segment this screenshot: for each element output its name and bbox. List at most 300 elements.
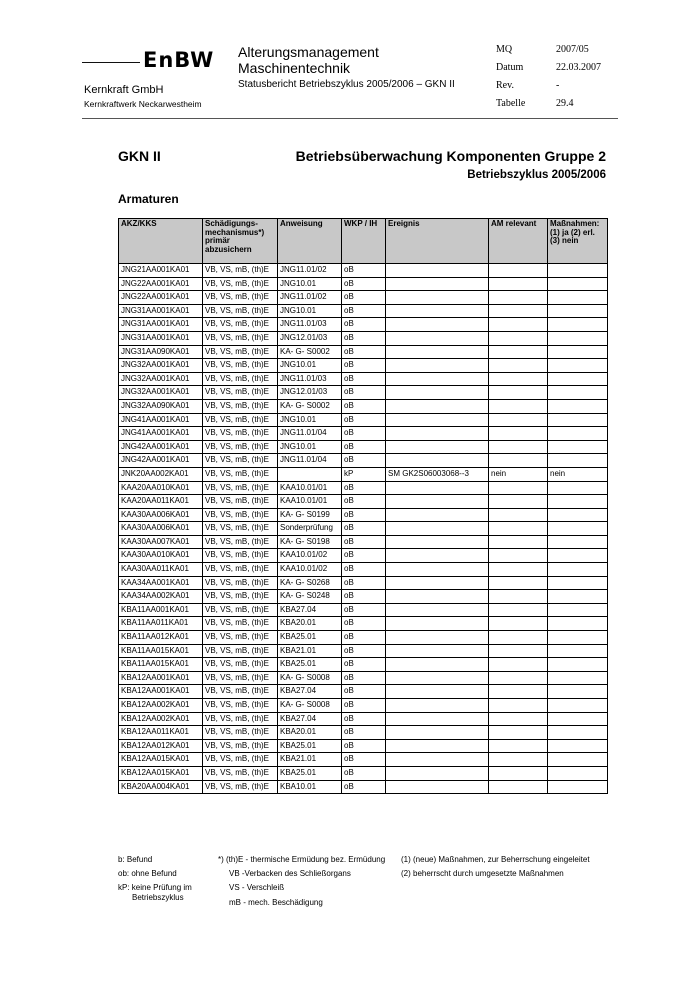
table-row <box>119 495 608 509</box>
cell-wkp: oB <box>342 739 386 753</box>
cell-schaedigung: VB, VS, mB, (th)E <box>203 603 278 617</box>
cell-anweisung: KBA25.01 <box>278 766 342 780</box>
cell-massnahmen <box>548 372 608 386</box>
cell-wkp: kP <box>342 467 386 481</box>
cell-ereignis <box>386 386 489 400</box>
cell-schaedigung: VB, VS, mB, (th)E <box>203 413 278 427</box>
cell-am-relevant <box>489 617 548 631</box>
cell-ereignis <box>386 739 489 753</box>
cell-ereignis <box>386 440 489 454</box>
cell-ereignis <box>386 495 489 509</box>
cell-anweisung: JNG10.01 <box>278 277 342 291</box>
cell-akz: JNG31AA001KA01 <box>119 318 203 332</box>
cell-anweisung: KA- G- S0008 <box>278 699 342 713</box>
legend-thermische-ermuedung: *) (th)E - thermische Ermüdung bez. Ermüdung <box>218 855 386 864</box>
cell-massnahmen <box>548 508 608 522</box>
cell-schaedigung: VB, VS, mB, (th)E <box>203 264 278 278</box>
table-row <box>119 508 608 522</box>
legend-befund: b: Befund <box>118 855 153 864</box>
cell-akz: JNG41AA001KA01 <box>119 413 203 427</box>
meta-label-datum: Datum <box>496 62 524 73</box>
cell-anweisung: KBA25.01 <box>278 631 342 645</box>
cell-wkp: oB <box>342 427 386 441</box>
company-name: Kernkraft GmbH <box>84 84 164 96</box>
cell-akz: KAA30AA010KA01 <box>119 549 203 563</box>
unit-label: GKN II <box>118 148 161 164</box>
meta-value-mq: 2007/05 <box>556 44 589 55</box>
cell-massnahmen <box>548 780 608 794</box>
cell-ereignis <box>386 454 489 468</box>
cell-ereignis <box>386 563 489 577</box>
table-row <box>119 753 608 767</box>
table-row <box>119 522 608 536</box>
cell-wkp: oB <box>342 264 386 278</box>
cell-anweisung: KBA20.01 <box>278 617 342 631</box>
cell-akz: KBA11AA001KA01 <box>119 603 203 617</box>
cell-massnahmen <box>548 413 608 427</box>
cell-akz: KBA12AA002KA01 <box>119 699 203 713</box>
cell-massnahmen <box>548 699 608 713</box>
legend-mech-beschaedigung: mB - mech. Beschädigung <box>229 898 323 907</box>
table-row <box>119 467 608 481</box>
cell-massnahmen <box>548 495 608 509</box>
cell-akz: JNG21AA001KA01 <box>119 264 203 278</box>
cell-massnahmen <box>548 603 608 617</box>
cell-schaedigung: VB, VS, mB, (th)E <box>203 563 278 577</box>
cell-akz: JNK20AA002KA01 <box>119 467 203 481</box>
cell-wkp: oB <box>342 726 386 740</box>
table-row <box>119 658 608 672</box>
cell-wkp: oB <box>342 658 386 672</box>
table-row <box>119 563 608 577</box>
cell-schaedigung: VB, VS, mB, (th)E <box>203 658 278 672</box>
cell-schaedigung: VB, VS, mB, (th)E <box>203 590 278 604</box>
cell-am-relevant <box>489 508 548 522</box>
cell-am-relevant <box>489 331 548 345</box>
cell-akz: JNG32AA001KA01 <box>119 372 203 386</box>
doc-title-line2: Maschinentechnik <box>238 60 351 76</box>
table-row <box>119 304 608 318</box>
cell-akz: JNG32AA001KA01 <box>119 386 203 400</box>
cell-schaedigung: VB, VS, mB, (th)E <box>203 699 278 713</box>
cell-akz: KBA11AA015KA01 <box>119 644 203 658</box>
cell-am-relevant <box>489 440 548 454</box>
cell-wkp: oB <box>342 780 386 794</box>
cell-anweisung: KBA20.01 <box>278 726 342 740</box>
cell-ereignis <box>386 304 489 318</box>
cell-anweisung: KA- G- S0248 <box>278 590 342 604</box>
cell-schaedigung: VB, VS, mB, (th)E <box>203 386 278 400</box>
cell-akz: JNG32AA001KA01 <box>119 359 203 373</box>
table-row <box>119 345 608 359</box>
cell-wkp: oB <box>342 359 386 373</box>
cell-schaedigung: VB, VS, mB, (th)E <box>203 644 278 658</box>
cell-akz: KBA12AA015KA01 <box>119 753 203 767</box>
cell-schaedigung: VB, VS, mB, (th)E <box>203 467 278 481</box>
cell-akz: KAA34AA002KA01 <box>119 590 203 604</box>
cell-massnahmen <box>548 427 608 441</box>
cell-schaedigung: VB, VS, mB, (th)E <box>203 739 278 753</box>
cell-massnahmen <box>548 291 608 305</box>
cell-am-relevant <box>489 576 548 590</box>
cell-wkp: oB <box>342 440 386 454</box>
cell-akz: JNG22AA001KA01 <box>119 277 203 291</box>
cell-ereignis <box>386 359 489 373</box>
cell-massnahmen <box>548 590 608 604</box>
table-row <box>119 603 608 617</box>
cell-ereignis <box>386 345 489 359</box>
cell-massnahmen <box>548 277 608 291</box>
cell-wkp: oB <box>342 631 386 645</box>
legend-massnahme-2: (2) beherrscht durch umgesetzte Maßnahmen <box>401 869 564 878</box>
cell-wkp: oB <box>342 617 386 631</box>
cell-anweisung: Sonderprüfung <box>278 522 342 536</box>
cell-massnahmen <box>548 753 608 767</box>
cell-wkp: oB <box>342 563 386 577</box>
table-row <box>119 413 608 427</box>
cell-schaedigung: VB, VS, mB, (th)E <box>203 495 278 509</box>
cell-wkp: oB <box>342 277 386 291</box>
cell-am-relevant <box>489 386 548 400</box>
cell-am-relevant <box>489 712 548 726</box>
cell-schaedigung: VB, VS, mB, (th)E <box>203 712 278 726</box>
cell-wkp: oB <box>342 372 386 386</box>
cell-wkp: oB <box>342 549 386 563</box>
table-row <box>119 535 608 549</box>
table-body <box>119 264 608 794</box>
cell-wkp: oB <box>342 508 386 522</box>
cell-massnahmen <box>548 481 608 495</box>
cell-akz: JNG42AA001KA01 <box>119 454 203 468</box>
cell-akz: KBA11AA015KA01 <box>119 658 203 672</box>
cell-ereignis <box>386 671 489 685</box>
cell-ereignis: SM GK2S06003068--3 <box>386 467 489 481</box>
cell-schaedigung: VB, VS, mB, (th)E <box>203 427 278 441</box>
cell-am-relevant <box>489 780 548 794</box>
cell-akz: KBA12AA001KA01 <box>119 671 203 685</box>
legend-keine-pruefung: kP: keine Prüfung im <box>118 883 192 892</box>
cell-am-relevant <box>489 522 548 536</box>
cell-ereignis <box>386 522 489 536</box>
cell-massnahmen <box>548 576 608 590</box>
table-row <box>119 699 608 713</box>
cell-anweisung: KAA10.01/01 <box>278 495 342 509</box>
cell-am-relevant <box>489 399 548 413</box>
cell-ereignis <box>386 712 489 726</box>
meta-label-rev: Rev. <box>496 80 514 91</box>
cell-am-relevant <box>489 726 548 740</box>
cell-ereignis <box>386 508 489 522</box>
cell-massnahmen <box>548 399 608 413</box>
cell-ereignis <box>386 780 489 794</box>
cell-massnahmen <box>548 440 608 454</box>
cell-ereignis <box>386 603 489 617</box>
cell-wkp: oB <box>342 386 386 400</box>
cell-anweisung: KBA25.01 <box>278 658 342 672</box>
cell-anweisung: KA- G- S0268 <box>278 576 342 590</box>
cell-wkp: oB <box>342 576 386 590</box>
cell-schaedigung: VB, VS, mB, (th)E <box>203 454 278 468</box>
cell-anweisung: KBA21.01 <box>278 753 342 767</box>
cell-anweisung: KA- G- S0008 <box>278 671 342 685</box>
table-row <box>119 318 608 332</box>
table-row <box>119 712 608 726</box>
cell-akz: JNG22AA001KA01 <box>119 291 203 305</box>
table-row <box>119 372 608 386</box>
cell-schaedigung: VB, VS, mB, (th)E <box>203 399 278 413</box>
plant-name: Kernkraftwerk Neckarwestheim <box>84 99 202 109</box>
table-row <box>119 277 608 291</box>
cell-am-relevant <box>489 590 548 604</box>
cell-massnahmen <box>548 739 608 753</box>
cell-ereignis <box>386 481 489 495</box>
cell-am-relevant <box>489 413 548 427</box>
cell-schaedigung: VB, VS, mB, (th)E <box>203 631 278 645</box>
cell-schaedigung: VB, VS, mB, (th)E <box>203 535 278 549</box>
cell-schaedigung: VB, VS, mB, (th)E <box>203 766 278 780</box>
cell-wkp: oB <box>342 481 386 495</box>
cell-massnahmen <box>548 345 608 359</box>
cell-akz: JNG32AA090KA01 <box>119 399 203 413</box>
cell-wkp: oB <box>342 699 386 713</box>
cell-wkp: oB <box>342 644 386 658</box>
meta-label-tabelle: Tabelle <box>496 98 526 109</box>
cell-am-relevant <box>489 699 548 713</box>
table-row <box>119 331 608 345</box>
cell-schaedigung: VB, VS, mB, (th)E <box>203 318 278 332</box>
table-row <box>119 549 608 563</box>
cell-schaedigung: VB, VS, mB, (th)E <box>203 440 278 454</box>
cell-am-relevant <box>489 658 548 672</box>
cell-anweisung: KA- G- S0002 <box>278 345 342 359</box>
table-row <box>119 590 608 604</box>
cell-anweisung <box>278 467 342 481</box>
cell-wkp: oB <box>342 345 386 359</box>
cell-schaedigung: VB, VS, mB, (th)E <box>203 481 278 495</box>
cell-massnahmen <box>548 318 608 332</box>
cell-akz: JNG31AA001KA01 <box>119 331 203 345</box>
cell-massnahmen <box>548 712 608 726</box>
cell-am-relevant <box>489 631 548 645</box>
cell-anweisung: JNG11.01/02 <box>278 291 342 305</box>
cell-am-relevant <box>489 291 548 305</box>
doc-title-line3: Statusbericht Betriebszyklus 2005/2006 – GKN II <box>238 79 455 90</box>
cell-anweisung: KBA27.04 <box>278 712 342 726</box>
cell-akz: KBA12AA001KA01 <box>119 685 203 699</box>
cell-massnahmen <box>548 386 608 400</box>
cell-am-relevant <box>489 495 548 509</box>
cell-am-relevant <box>489 766 548 780</box>
cell-akz: KAA20AA011KA01 <box>119 495 203 509</box>
doc-title-line1: Alterungsmanagement <box>238 44 379 60</box>
cell-anweisung: KBA27.04 <box>278 603 342 617</box>
cell-am-relevant: nein <box>489 467 548 481</box>
cell-schaedigung: VB, VS, mB, (th)E <box>203 617 278 631</box>
cell-am-relevant <box>489 454 548 468</box>
cell-massnahmen <box>548 304 608 318</box>
cell-massnahmen <box>548 454 608 468</box>
cell-ereignis <box>386 631 489 645</box>
cell-wkp: oB <box>342 304 386 318</box>
table-row <box>119 427 608 441</box>
table-row <box>119 454 608 468</box>
cell-akz: JNG42AA001KA01 <box>119 440 203 454</box>
cell-massnahmen <box>548 726 608 740</box>
cell-ereignis <box>386 658 489 672</box>
cell-akz: KAA20AA010KA01 <box>119 481 203 495</box>
cell-anweisung: KAA10.01/02 <box>278 563 342 577</box>
table-row <box>119 644 608 658</box>
cell-akz: KAA34AA001KA01 <box>119 576 203 590</box>
cell-wkp: oB <box>342 685 386 699</box>
cell-am-relevant <box>489 549 548 563</box>
cell-schaedigung: VB, VS, mB, (th)E <box>203 372 278 386</box>
cell-ereignis <box>386 644 489 658</box>
cell-akz: JNG31AA001KA01 <box>119 304 203 318</box>
cell-anweisung: KAA10.01/02 <box>278 549 342 563</box>
cell-anweisung: JNG10.01 <box>278 440 342 454</box>
cell-wkp: oB <box>342 671 386 685</box>
cell-ereignis <box>386 372 489 386</box>
cell-anweisung: KBA25.01 <box>278 739 342 753</box>
cell-wkp: oB <box>342 495 386 509</box>
table-row <box>119 264 608 278</box>
cell-wkp: oB <box>342 603 386 617</box>
cell-schaedigung: VB, VS, mB, (th)E <box>203 522 278 536</box>
cell-akz: KAA30AA006KA01 <box>119 522 203 536</box>
cell-anweisung: JNG12.01/03 <box>278 386 342 400</box>
cell-am-relevant <box>489 671 548 685</box>
cell-schaedigung: VB, VS, mB, (th)E <box>203 331 278 345</box>
cell-anweisung: JNG11.01/04 <box>278 427 342 441</box>
cell-ereignis <box>386 576 489 590</box>
page-subtitle: Betriebszyklus 2005/2006 <box>467 169 606 181</box>
cell-wkp: oB <box>342 712 386 726</box>
table-row <box>119 481 608 495</box>
cell-anweisung: JNG11.01/03 <box>278 318 342 332</box>
cell-akz: KAA30AA007KA01 <box>119 535 203 549</box>
cell-am-relevant <box>489 318 548 332</box>
cell-schaedigung: VB, VS, mB, (th)E <box>203 685 278 699</box>
cell-ereignis <box>386 753 489 767</box>
legend-betriebszyklus: Betriebszyklus <box>132 893 184 902</box>
cell-am-relevant <box>489 685 548 699</box>
cell-ereignis <box>386 685 489 699</box>
cell-akz: KAA30AA006KA01 <box>119 508 203 522</box>
cell-akz: JNG31AA090KA01 <box>119 345 203 359</box>
cell-massnahmen <box>548 264 608 278</box>
cell-am-relevant <box>489 372 548 386</box>
legend-verbacken: VB -Verbacken des Schließorgans <box>229 869 351 878</box>
cell-massnahmen <box>548 631 608 645</box>
meta-value-datum: 22.03.2007 <box>556 62 601 73</box>
cell-anweisung: KAA10.01/01 <box>278 481 342 495</box>
cell-am-relevant <box>489 427 548 441</box>
cell-ereignis <box>386 699 489 713</box>
cell-wkp: oB <box>342 522 386 536</box>
table-row <box>119 386 608 400</box>
meta-value-rev: - <box>556 80 560 91</box>
cell-massnahmen <box>548 549 608 563</box>
cell-schaedigung: VB, VS, mB, (th)E <box>203 304 278 318</box>
cell-schaedigung: VB, VS, mB, (th)E <box>203 576 278 590</box>
table-row <box>119 671 608 685</box>
cell-akz: KBA11AA012KA01 <box>119 631 203 645</box>
cell-anweisung: KA- G- S0199 <box>278 508 342 522</box>
cell-ereignis <box>386 413 489 427</box>
cell-ereignis <box>386 617 489 631</box>
cell-akz: KBA12AA015KA01 <box>119 766 203 780</box>
cell-ereignis <box>386 399 489 413</box>
cell-anweisung: JNG11.01/04 <box>278 454 342 468</box>
cell-am-relevant <box>489 603 548 617</box>
cell-am-relevant <box>489 535 548 549</box>
cell-akz: KBA12AA012KA01 <box>119 739 203 753</box>
section-title: Armaturen <box>118 192 179 206</box>
cell-am-relevant <box>489 563 548 577</box>
cell-massnahmen <box>548 563 608 577</box>
cell-massnahmen <box>548 644 608 658</box>
cell-ereignis <box>386 291 489 305</box>
cell-massnahmen <box>548 359 608 373</box>
cell-anweisung: JNG12.01/03 <box>278 331 342 345</box>
cell-massnahmen <box>548 685 608 699</box>
cell-anweisung: JNG11.01/02 <box>278 264 342 278</box>
cell-am-relevant <box>489 644 548 658</box>
header-divider <box>82 118 618 119</box>
cell-schaedigung: VB, VS, mB, (th)E <box>203 549 278 563</box>
cell-wkp: oB <box>342 413 386 427</box>
cell-schaedigung: VB, VS, mB, (th)E <box>203 359 278 373</box>
cell-schaedigung: VB, VS, mB, (th)E <box>203 508 278 522</box>
cell-wkp: oB <box>342 590 386 604</box>
cell-akz: KAA30AA011KA01 <box>119 563 203 577</box>
cell-wkp: oB <box>342 399 386 413</box>
column-header-wkp: WKP / IH <box>342 219 386 264</box>
cell-massnahmen: nein <box>548 467 608 481</box>
cell-massnahmen <box>548 671 608 685</box>
cell-am-relevant <box>489 753 548 767</box>
table-row <box>119 726 608 740</box>
cell-akz: KBA12AA002KA01 <box>119 712 203 726</box>
cell-anweisung: KBA10.01 <box>278 780 342 794</box>
cell-anweisung: JNG10.01 <box>278 413 342 427</box>
cell-akz: KBA11AA011KA01 <box>119 617 203 631</box>
column-header-ereignis: Ereignis <box>386 219 489 264</box>
cell-anweisung: KA- G- S0198 <box>278 535 342 549</box>
column-header-anweisung: Anweisung <box>278 219 342 264</box>
cell-am-relevant <box>489 277 548 291</box>
cell-ereignis <box>386 549 489 563</box>
cell-ereignis <box>386 277 489 291</box>
company-logo: EnBW <box>143 48 215 72</box>
cell-schaedigung: VB, VS, mB, (th)E <box>203 277 278 291</box>
components-table <box>118 218 608 794</box>
cell-am-relevant <box>489 481 548 495</box>
cell-ereignis <box>386 427 489 441</box>
meta-label-mq: MQ <box>496 44 513 55</box>
cell-massnahmen <box>548 766 608 780</box>
cell-wkp: oB <box>342 291 386 305</box>
column-header-massnahmen: Maßnahmen: (1) ja (2) erl. (3) nein <box>548 219 608 264</box>
table-row <box>119 291 608 305</box>
meta-value-tabelle: 29.4 <box>556 98 574 109</box>
legend-massnahme-1: (1) (neue) Maßnahmen, zur Beherrschung eingeleitet <box>401 855 590 864</box>
cell-anweisung: JNG11.01/03 <box>278 372 342 386</box>
logo-rule <box>82 62 140 63</box>
cell-schaedigung: VB, VS, mB, (th)E <box>203 345 278 359</box>
table-row <box>119 440 608 454</box>
